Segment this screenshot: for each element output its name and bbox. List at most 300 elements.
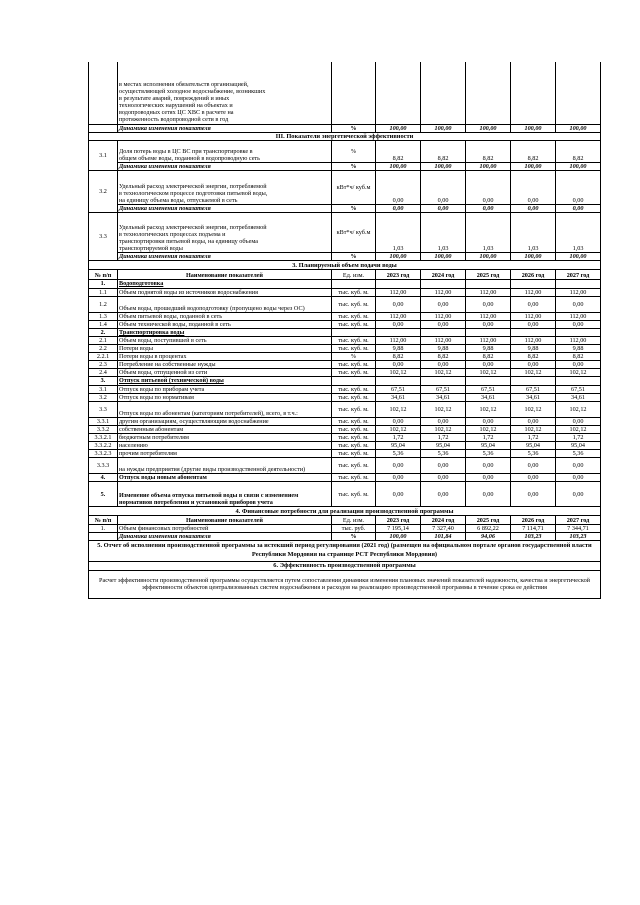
unit-cell: тыс. куб. м. [332,441,376,449]
value-cell: 0,00 [556,474,601,482]
indicator-name: Объем воды, поступившей в сеть [118,336,332,344]
indicator-name: собственным абонентам [118,425,332,433]
value-cell: 100,00 [511,253,556,261]
value-cell: 5,36 [556,450,601,458]
group-row [89,328,601,336]
indicator-name: населению [118,441,332,449]
group-name: Отпуск питьевой (технической) воды [118,377,332,385]
value-cell: 7 327,40 [421,525,466,533]
unit-cell [332,328,376,336]
value-cell: 102,12 [421,369,466,377]
num-cell: 1. [89,525,118,533]
num-cell: 3.3.2 [89,425,118,433]
value-cell: 8,82 [376,353,421,361]
value-cell: 9,88 [376,345,421,353]
num-cell: 2. [89,328,118,336]
value-cell: 0,00 [556,205,601,213]
value-cell: 100,00 [556,163,601,171]
value-cell: 1,72 [421,433,466,441]
unit-cell: тыс. куб. м. [332,361,376,369]
value-cell: 102,12 [511,425,556,433]
value-cell: 5,36 [511,450,556,458]
unit-cell: % [332,163,376,171]
unit-cell: % [332,533,376,541]
value-cell: 0,00 [421,417,466,425]
section-title: III. Показатели энергетической эффективности [89,132,601,141]
value-cell: 95,04 [466,441,511,449]
value-cell [511,62,556,124]
unit-cell: тыс. куб. м. [332,433,376,441]
value-cell: 112,00 [511,312,556,320]
text-line: протяженность водопроводной сети в год [119,116,229,124]
indicator-name [118,141,332,163]
value-cell: 100,00 [376,124,421,132]
indicator-name: Потери воды [118,345,332,353]
table-row [89,345,601,353]
section-title: 6. Эффективность производственной программы [89,561,601,570]
unit-cell: кВт*ч/ куб.м [332,213,376,253]
table-row [89,171,601,205]
table-row [89,336,601,344]
value-cell: 0,00 [421,296,466,312]
value-cell: 102,12 [376,425,421,433]
header-row [89,270,601,280]
value-cell: 67,51 [511,385,556,393]
value-cell: 0,00 [511,205,556,213]
text-row [89,570,601,598]
value-cell: 100,00 [466,253,511,261]
num-cell: 1. [89,280,118,288]
value-cell: 8,82 [376,141,421,163]
table-row [89,433,601,441]
value-cell: 0,00 [511,361,556,369]
value-cell: 1,03 [376,213,421,253]
dynamics-label: Динамика изменения показателя [118,205,332,213]
unit-cell: тыс. куб. м. [332,425,376,433]
table-row-continuation [89,62,601,124]
value-cell: 1,03 [421,213,466,253]
value-cell [556,280,601,288]
text-line: Доля потерь воды в ЦС ВС при транспортировке в [119,148,253,155]
indicator-name: Потребление на собственные нужды [118,361,332,369]
dynamics-row [89,533,601,541]
header-year: 2024 год [421,270,466,280]
header-year: 2027 год [556,516,601,525]
num-cell: 3.1 [89,141,118,171]
header-year: 2024 год [421,516,466,525]
value-cell: 7 344,71 [556,525,601,533]
num-cell: 3. [89,377,118,385]
indicator-name: Отпуск воды по нормативам [118,393,332,401]
header-year: 2026 год [511,270,556,280]
num-cell: 3.3.1 [89,417,118,425]
value-cell [376,328,421,336]
value-cell: 112,00 [376,336,421,344]
table-row [89,458,601,474]
indicator-name: Отпуск воды по приборам учета [118,385,332,393]
indicator-name [118,171,332,205]
value-cell: 34,61 [421,393,466,401]
value-cell: 102,12 [466,369,511,377]
unit-cell: тыс. куб. м. [332,450,376,458]
value-cell: 102,12 [511,401,556,417]
unit-cell: кВт*ч/ куб.м [332,171,376,205]
header-year: 2025 год [466,270,511,280]
value-cell [376,62,421,124]
text-line: транспортируемой воды [119,245,183,253]
value-cell: 112,00 [466,288,511,296]
value-cell: 34,61 [466,393,511,401]
value-cell: 112,00 [421,288,466,296]
section-header-row [89,507,601,516]
value-cell: 103,23 [556,533,601,541]
table-row [89,141,601,163]
unit-cell [332,280,376,288]
value-cell: 112,00 [511,336,556,344]
value-cell: 0,00 [376,171,421,205]
section-title: 3. Планируемый объем подачи воды [89,261,601,270]
value-cell: 0,00 [376,458,421,474]
text-line: Удельный расход электрической энергии, потребляемой [119,183,267,190]
table-row [89,385,601,393]
value-cell: 0,00 [466,205,511,213]
value-cell: 0,00 [466,458,511,474]
num-cell: 1.3 [89,312,118,320]
table-row [89,369,601,377]
value-cell: 0,00 [556,458,601,474]
value-cell: 102,12 [376,401,421,417]
indicator-name: Объем питьевой воды, поданной в сеть [118,312,332,320]
value-cell: 0,00 [466,417,511,425]
group-name: Водоподготовка [118,280,332,288]
value-cell: 100,00 [466,163,511,171]
value-cell [511,280,556,288]
value-cell: 112,00 [421,312,466,320]
value-cell: 0,00 [421,320,466,328]
value-cell: 9,88 [466,345,511,353]
num-cell: 1.2 [89,296,118,312]
unit-cell: % [332,353,376,361]
unit-cell: тыс. куб. м. [332,320,376,328]
table-row [89,320,601,328]
value-cell: 102,12 [376,369,421,377]
value-cell: 1,72 [556,433,601,441]
value-cell: 5,36 [421,450,466,458]
value-cell: 0,00 [511,458,556,474]
value-cell [421,328,466,336]
indicator-name: на нужды предприятия (другие виды производственной деятельности) [118,458,332,474]
value-cell: 95,04 [421,441,466,449]
value-cell: 0,00 [376,417,421,425]
text-line: в технологическом процессе подготовки питьевой воды, [119,190,268,198]
value-cell: 0,00 [466,320,511,328]
value-cell: 102,12 [511,369,556,377]
value-cell: 34,61 [511,393,556,401]
value-cell: 95,04 [511,441,556,449]
value-cell: 0,00 [421,474,466,482]
group-row [89,280,601,288]
value-cell [466,377,511,385]
table-row [89,525,601,533]
value-cell: 100,00 [466,124,511,132]
indicator-name [118,62,332,124]
value-cell: 100,00 [421,124,466,132]
indicator-name: прочим потребителям [118,450,332,458]
value-cell: 102,12 [421,401,466,417]
value-cell: 100,00 [376,533,421,541]
value-cell: 100,00 [421,253,466,261]
indicator-name: Объем финансовых потребностей [118,525,332,533]
value-cell: 112,00 [556,312,601,320]
value-cell: 0,00 [376,320,421,328]
header-year: 2023 год [376,516,421,525]
header-year: 2026 год [511,516,556,525]
value-cell: 102,12 [466,401,511,417]
value-cell: 0,00 [556,296,601,312]
value-cell: 112,00 [376,312,421,320]
value-cell: 100,00 [376,253,421,261]
dynamics-row [89,205,601,213]
value-cell: 0,00 [511,474,556,482]
unit-cell: тыс. куб. м. [332,482,376,507]
num-cell: 5. [89,482,118,507]
value-cell: 0,00 [466,482,511,507]
value-cell: 0,00 [556,417,601,425]
value-cell: 67,51 [421,385,466,393]
unit-cell: тыс. руб. [332,525,376,533]
unit-cell: тыс. куб. м. [332,369,376,377]
value-cell: 0,00 [376,205,421,213]
value-cell [421,377,466,385]
indicator-name: Отпуск воды по абонентам (категориям потребителей), всего, в т.ч.: [118,401,332,417]
value-cell: 112,00 [466,312,511,320]
value-cell: 9,88 [556,345,601,353]
num-cell: 3.2 [89,171,118,213]
value-cell: 5,36 [466,450,511,458]
indicator-name: Объем воды, отпущенной из сети [118,369,332,377]
num-cell: 3.1 [89,385,118,393]
table-row [89,417,601,425]
text-line: водопроводных сетях ЦС ХВС в расчете на [119,109,234,117]
value-cell: 1,72 [376,433,421,441]
value-cell: 5,36 [376,450,421,458]
num-cell: 3.3 [89,401,118,417]
section-header-row [89,261,601,270]
value-cell: 1,72 [511,433,556,441]
value-cell: 102,12 [466,425,511,433]
num-cell: 1.4 [89,320,118,328]
value-cell: 0,00 [466,361,511,369]
dynamics-row [89,163,601,171]
efficiency-text: Расчет эффективности производственной программы осуществляется путем сопоставления динамики изменения плановых значений показателей надежности, качества и энергетической эффективности объектов централизованных систем водоснабжения и расходов на реализацию производственной программы в течение срока ее действия [89,570,601,598]
num-cell: 2.2.1 [89,353,118,361]
unit-cell: тыс. куб. м. [332,336,376,344]
dynamics-label: Динамика изменения показателя [118,124,332,132]
unit-cell: тыс. куб. м. [332,417,376,425]
unit-cell: тыс. куб. м. [332,474,376,482]
table-row [89,441,601,449]
table-row [89,361,601,369]
value-cell [421,280,466,288]
indicator-name: Отпуск воды новым абонентам [118,474,332,482]
num-cell: 3.3 [89,213,118,261]
unit-cell: тыс. куб. м. [332,401,376,417]
num-cell: 3.3.3 [89,458,118,474]
value-cell: 0,00 [556,320,601,328]
num-cell: 4. [89,474,118,482]
indicator-name: Потери воды в процентах [118,353,332,361]
text-line: общем объеме воды, поданной в водопроводную сеть [119,155,260,163]
value-cell: 100,00 [556,124,601,132]
value-cell [421,62,466,124]
indicator-name: Объем поднятой воды из источников водоснабжения [118,288,332,296]
value-cell: 100,00 [421,163,466,171]
value-cell: 9,88 [511,345,556,353]
table-row [89,393,601,401]
value-cell: 8,82 [511,353,556,361]
dynamics-label: Динамика изменения показателя [118,253,332,261]
value-cell [511,377,556,385]
text-line: в местах исполнения обязательств организацией, [119,80,249,88]
indicator-name: Объем технической воды, поданной в сеть [118,320,332,328]
indicator-name [118,213,332,253]
value-cell: 101,84 [421,533,466,541]
value-cell: 8,82 [421,353,466,361]
value-cell: 0,00 [511,417,556,425]
text-line: осуществляющей холодное водоснабжение, возникших [119,88,266,96]
production-program-table [88,62,601,599]
header-year: 2023 год [376,270,421,280]
value-cell: 1,03 [511,213,556,253]
value-cell: 0,00 [421,458,466,474]
table-row [89,296,601,312]
unit-cell: тыс. куб. м. [332,385,376,393]
unit-cell: тыс. куб. м. [332,288,376,296]
num-cell [89,62,118,124]
value-cell: 67,51 [466,385,511,393]
text-line: Удельный расход электрической энергии, потребляемой [119,224,267,231]
num-cell: 1.1 [89,288,118,296]
value-cell: 112,00 [511,288,556,296]
value-cell [466,328,511,336]
unit-cell: % [332,141,376,163]
value-cell: 0,00 [376,482,421,507]
value-cell: 102,12 [421,425,466,433]
num-cell: 3.3.2.2 [89,441,118,449]
table-row [89,425,601,433]
value-cell: 112,00 [556,336,601,344]
unit-cell: % [332,124,376,132]
value-cell: 102,12 [556,425,601,433]
value-cell [556,377,601,385]
value-cell [556,328,601,336]
table-row [89,482,601,507]
value-cell: 8,82 [511,141,556,163]
num-cell: 2.3 [89,361,118,369]
group-name: Транспортировка воды [118,328,332,336]
value-cell: 94,06 [466,533,511,541]
value-cell: 9,88 [421,345,466,353]
value-cell: 0,00 [376,361,421,369]
section-header-row [89,132,601,141]
value-cell: 102,12 [556,369,601,377]
unit-cell [332,377,376,385]
value-cell: 34,61 [376,393,421,401]
num-cell [89,124,118,132]
num-cell: 2.1 [89,336,118,344]
value-cell: 103,23 [511,533,556,541]
value-cell: 112,00 [556,288,601,296]
value-cell: 95,04 [376,441,421,449]
value-cell: 102,12 [556,401,601,417]
value-cell: 0,00 [556,361,601,369]
value-cell [511,328,556,336]
unit-cell [332,62,376,124]
unit-cell: % [332,253,376,261]
value-cell: 100,00 [511,163,556,171]
value-cell: 100,00 [376,163,421,171]
table-row [89,312,601,320]
value-cell: 67,51 [376,385,421,393]
text-line: транспортировки питьевой воды, на единицу объема [119,238,258,246]
value-cell: 0,00 [511,296,556,312]
value-cell: 0,00 [511,171,556,205]
value-cell: 8,82 [466,141,511,163]
value-cell: 0,00 [466,171,511,205]
value-cell: 0,00 [421,361,466,369]
document-page [88,62,600,599]
value-cell: 95,04 [556,441,601,449]
text-line: технологических нарушений на объектах и [119,102,233,110]
value-cell: 0,00 [511,320,556,328]
value-cell [376,280,421,288]
value-cell: 0,00 [466,296,511,312]
dynamics-row [89,124,601,132]
value-cell [556,62,601,124]
value-cell: 0,00 [421,482,466,507]
header-num: № п/п [89,516,118,525]
value-cell: 1,03 [466,213,511,253]
unit-cell: тыс. куб. м. [332,312,376,320]
value-cell: 1,72 [466,433,511,441]
value-cell: 8,82 [556,353,601,361]
value-cell [466,62,511,124]
value-cell: 112,00 [421,336,466,344]
value-cell: 6 892,22 [466,525,511,533]
value-cell: 0,00 [421,171,466,205]
header-unit: Ед. изм. [332,270,376,280]
value-cell: 112,00 [466,336,511,344]
value-cell: 7 114,71 [511,525,556,533]
indicator-name: Изменение объема отпуска питьевой воды в связи с изменением нормативов потребления и установкой приборов учета [118,482,332,507]
header-name: Наименование показателей [118,270,332,280]
value-cell: 8,82 [556,141,601,163]
header-year: 2025 год [466,516,511,525]
num-cell: 3.2 [89,393,118,401]
text-line: на единицу объема воды, отпускаемой в сеть [119,197,238,205]
value-cell: 0,00 [511,482,556,507]
section-header-row [89,561,601,570]
dynamics-label: Динамика изменения показателя [118,163,332,171]
text-line: в результате аварий, повреждений и иных [119,95,230,103]
value-cell: 67,51 [556,385,601,393]
unit-cell: тыс. куб. м. [332,345,376,353]
header-name: Наименование показателей [118,516,332,525]
value-cell: 100,00 [556,253,601,261]
value-cell: 8,82 [421,141,466,163]
value-cell [376,377,421,385]
num-cell: 2.2 [89,345,118,353]
